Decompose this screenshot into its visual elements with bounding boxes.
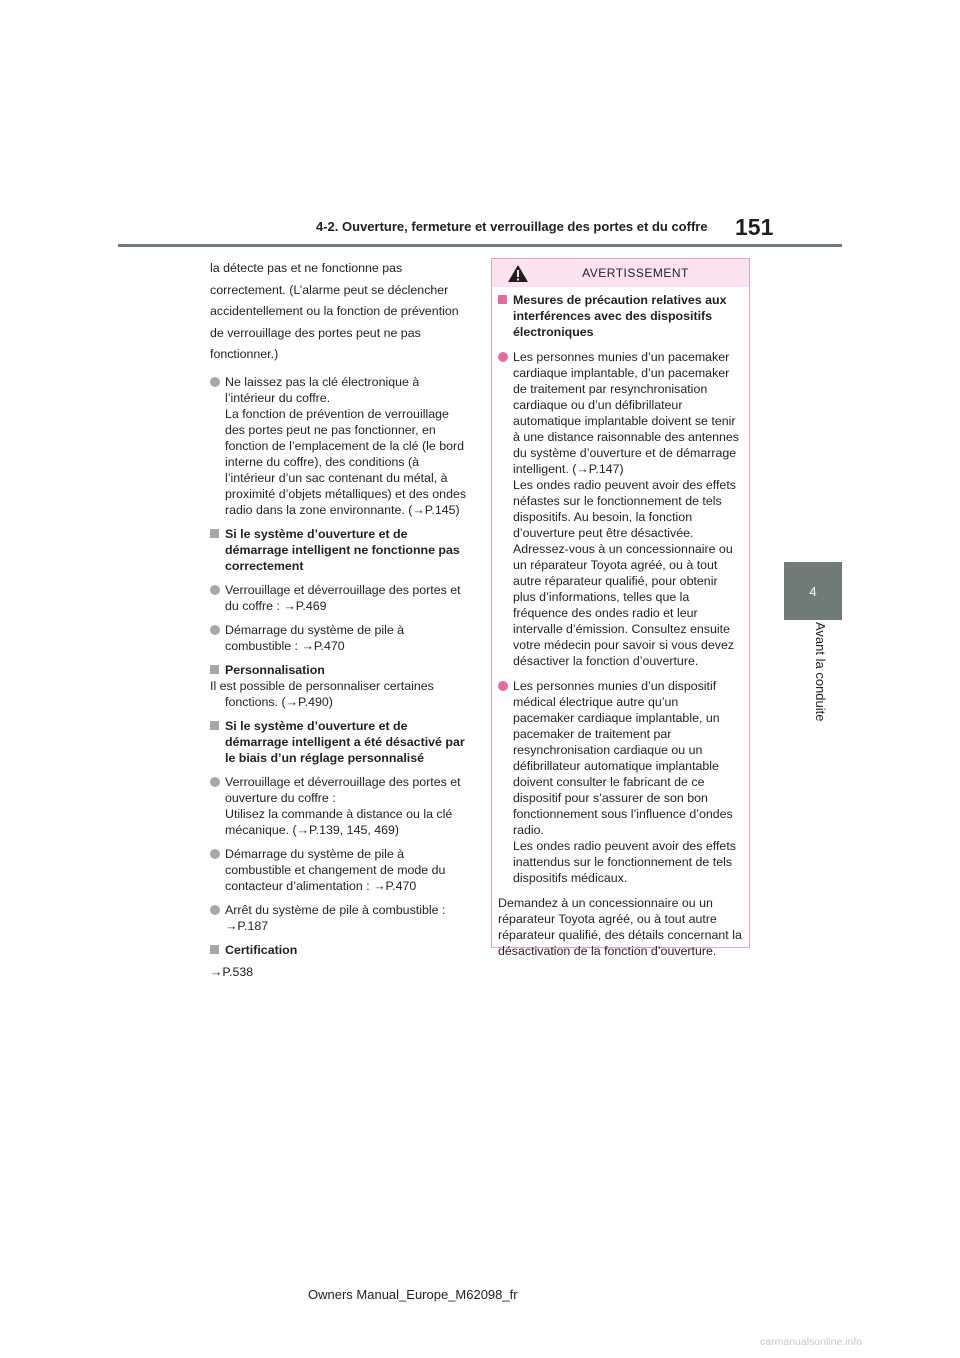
- intro-text: la détecte pas et ne fonctionne pas correctement. (L’alarme peut se déclencher accidentellement ou la fonction de prévention de verrouillage des portes peut ne pas fonctionner.): [210, 261, 459, 361]
- chapter-tab: 4: [784, 562, 842, 620]
- section-heading: Personnalisation Il est possible de personnaliser certaines fonctions. (→P.490): [210, 662, 434, 709]
- square-bullet-icon: [498, 295, 507, 304]
- bullet-icon: [210, 777, 220, 787]
- section-reference: →P.538: [210, 964, 254, 979]
- section-heading: Si le système d’ouverture et de démarrage intelligent a été désactivé par le biais d’un réglage personnalisé: [210, 718, 470, 766]
- warning-box: [491, 258, 750, 958]
- list-item: Arrêt du système de pile à combustible : →P.187: [210, 902, 470, 934]
- bullet-icon: [498, 352, 508, 362]
- bullet-icon: [210, 585, 220, 595]
- square-bullet-icon: [210, 721, 219, 730]
- watermark: carmanualsonline.info: [760, 1336, 863, 1348]
- bullet-icon: [210, 377, 220, 387]
- list-item-detail: La fonction de prévention de verrouillage des portes peut ne pas fonctionner, en fonction de l’emplacement de la clé (le bord interne du coffre), des conditions (à l’intérieur d’un sac contenant du métal, à proximité d’objets métalliques) et des ondes radio dans la zone environnante. (→P.145): [225, 406, 467, 517]
- left-column: [210, 258, 470, 988]
- list-item: Verrouillage et déverrouillage des portes et ouverture du coffre : Utilisez la commande à distance ou la clé mécanique. (→P.139, 145, 469): [210, 774, 470, 838]
- footer-text: Owners Manual_Europe_M62098_fr: [308, 1287, 518, 1302]
- warning-body: [492, 287, 749, 959]
- list-item: Verrouillage et déverrouillage des portes et du coffre : →P.469: [210, 582, 470, 614]
- list-item: [210, 374, 470, 518]
- bullet-icon: [210, 849, 220, 859]
- square-bullet-icon: [210, 945, 219, 954]
- warning-header: [492, 259, 749, 287]
- warning-heading: Mesures de précaution relatives aux interférences avec des dispositifs électroniques: [498, 292, 743, 340]
- warning-item: Les personnes munies d’un dispositif médical électrique autre qu’un pacemaker cardiaque implantable, un pacemaker de traitement par resynchronisation cardiaque ou un défibrillateur automatique implantable doivent consulter le fabricant de ce dispositif pour s’assurer de son bon fonctionnement sous l’influence d’ondes radio. Les ondes radio peuvent avoir des effets inattendus sur le fonctionnement de tels dispositifs médicaux.: [498, 678, 743, 886]
- bullet-icon: [210, 905, 220, 915]
- bullet-icon: [210, 625, 220, 635]
- warning-closing: Demandez à un concessionnaire ou un réparateur Toyota agréé, ou à tout autre réparateur qualifié, des détails concernant la désactivation de la fonction d’ouverture.: [498, 896, 742, 958]
- section-text: Il est possible de personnaliser certaines fonctions. (→P.490): [210, 678, 434, 709]
- bullet-icon: [498, 681, 508, 691]
- section-heading: Certification →P.538: [210, 942, 470, 980]
- warning-item: Les personnes munies d’un pacemaker cardiaque implantable, d’un pacemaker de traitement par resynchronisation cardiaque ou d’un défibrillateur automatique implantable doivent se tenir à une distance raisonnable des antennes du système d’ouverture et de démarrage intelligent. (→P.147) Les ondes radio peuvent avoir des effets néfastes sur le fonctionnement de tels dispositifs. Au besoin, la fonction d’ouverture peut être désactivée. Adressez-vous à un concessionnaire ou un réparateur Toyota agréé, ou à tout autre réparateur qualifié, pour obtenir plus d’informations, telles que la fréquence des ondes radio et leur intervalle d’émission. Consultez ensuite votre médecin pour savoir si vous devez désactiver la fonction d’ouverture.: [498, 349, 743, 669]
- list-item: Démarrage du système de pile à combustible : →P.470: [210, 622, 470, 654]
- header-rule: [118, 244, 842, 247]
- square-bullet-icon: [210, 529, 219, 538]
- warning-icon: [507, 264, 529, 283]
- section-heading: Si le système d’ouverture et de démarrage intelligent ne fonctionne pas correctement: [210, 526, 470, 574]
- list-item: Démarrage du système de pile à combustible et changement de mode du contacteur d’alimentation : →P.470: [210, 846, 470, 894]
- running-header: 4-2. Ouverture, fermeture et verrouillage des portes et du coffre: [316, 219, 708, 234]
- square-bullet-icon: [210, 665, 219, 674]
- list-item-text: Ne laissez pas la clé électronique à l’intérieur du coffre.: [225, 374, 420, 405]
- chapter-label: Avant la conduite: [813, 622, 828, 722]
- page-number: 151: [735, 214, 774, 240]
- warning-title: AVERTISSEMENT: [582, 266, 689, 280]
